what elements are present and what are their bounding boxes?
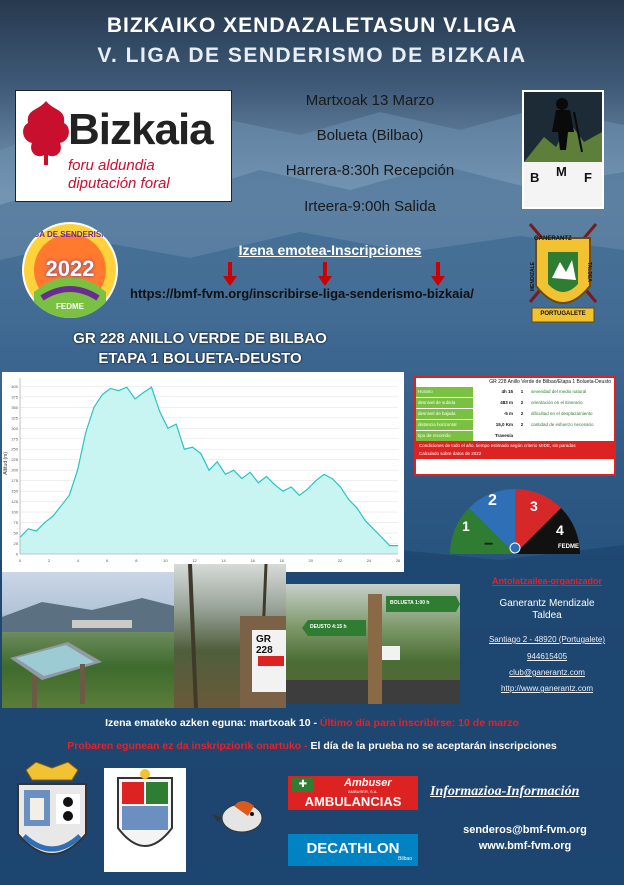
chart-x-tick: 18 — [279, 558, 284, 563]
decathlon-logo — [288, 834, 418, 866]
decathlon-text: DECATHLON — [306, 840, 400, 857]
shield-crest-icon — [10, 762, 94, 872]
chart-x-tick: 10 — [163, 558, 168, 563]
photo-viewpoint — [2, 572, 174, 708]
ganerantz-left: MENDIZALE — [530, 262, 536, 292]
bmf-letter-m: M — [556, 164, 567, 179]
mountaineer-icon — [524, 92, 602, 162]
mide-row — [416, 430, 614, 441]
mide-row-value: 483 m — [473, 398, 515, 408]
event-place: Bolueta (Bilbao) — [316, 127, 424, 144]
mide-row-rating: 1 — [515, 387, 529, 397]
ganerantz-top: GANERANTZ — [534, 236, 572, 242]
ambulancias-text: AMBULANCIAS — [304, 794, 402, 809]
ganerantz-logo — [528, 222, 598, 330]
photo-trail-sign — [174, 564, 286, 708]
chart-y-tick: 400 — [11, 383, 18, 389]
ambulancias-logo — [288, 776, 418, 810]
mide-table — [414, 376, 616, 476]
difficulty-gauge — [444, 478, 586, 558]
difficulty-brand: FEDME — [558, 544, 579, 550]
league-logo-year: 2022 — [45, 256, 95, 281]
mide-row — [416, 397, 614, 408]
bizkaia-wordmark: Bizkaia — [68, 105, 213, 154]
organizer-web[interactable]: http://www.ganerantz.com — [500, 684, 594, 693]
mide-row-text: cantidad de esfuerzo necesario — [529, 420, 614, 430]
chart-x-tick: 0 — [18, 558, 22, 563]
chart-x-tick: 12 — [192, 558, 197, 563]
chart-y-tick: 100 — [11, 509, 18, 515]
bizkaia-logo — [15, 90, 232, 202]
down-arrow-icon — [318, 262, 332, 286]
photo-signpost-art — [286, 584, 460, 704]
deadline-es: Último día para inscribirse: 10 de marzo — [319, 717, 519, 729]
league-logo-fedme: FEDME — [56, 302, 84, 311]
down-arrow-icon — [431, 262, 445, 286]
elevation-chart — [2, 372, 404, 572]
chart-y-tick: 75 — [13, 520, 18, 526]
league-logo-arc: LIGA DE SENDERISMO — [25, 230, 115, 239]
chart-x-tick: 22 — [337, 558, 343, 563]
ambuser-sub: AMBUSER, S.A. — [348, 789, 378, 794]
bmf-letter-b: B — [530, 170, 540, 185]
contact-title: Informazioa-Información — [430, 784, 580, 799]
mide-row-value: 4h 15 — [473, 387, 515, 397]
chart-y-tick: 300 — [11, 425, 18, 431]
bmf-logo — [522, 90, 604, 209]
chart-y-tick: 50 — [13, 530, 18, 536]
organizer-name-1: Ganerantz Mendizale — [499, 598, 595, 609]
chart-y-tick: 250 — [11, 446, 18, 452]
difficulty-level-3: 3 — [530, 498, 538, 514]
mide-row-value: 15,0 Km — [473, 420, 515, 430]
title-basque: BIZKAIKO XENDAZALETASUN V.LIGA — [106, 14, 518, 37]
municipal-shield-1 — [10, 762, 94, 872]
chart-y-tick: 350 — [11, 404, 18, 410]
chart-y-tick: 0 — [15, 551, 18, 557]
bmf-letter-f: F — [584, 170, 592, 185]
ganerantz-right: TALDEA — [586, 262, 592, 282]
mide-note-1: Condiciones de todo el año. tiempo estimado según criterio MIDE, sin paradas — [416, 441, 614, 450]
mide-row-label: desnivel de subida — [416, 398, 473, 408]
chart-y-tick: 200 — [11, 467, 18, 473]
inscription-title: Izena emotea-Inscripciones — [238, 242, 422, 258]
chart-x-tick: 16 — [250, 558, 255, 563]
ganerantz-bottom: PORTUGALETE — [540, 311, 586, 317]
sign-arrow-1: BOLUETA 1:00 h — [390, 600, 430, 606]
mide-row-rating: 2 — [515, 420, 529, 430]
mide-row-label: tipo de recorrido — [416, 431, 473, 441]
event-departure: Irteera-9:00h Salida — [304, 198, 436, 215]
route-title-2: ETAPA 1 BOLUETA-DEUSTO — [98, 350, 302, 367]
chart-y-tick: 150 — [11, 488, 18, 494]
down-arrow-icon — [223, 262, 237, 286]
no-registration-line — [0, 740, 624, 752]
oak-leaf-icon — [20, 97, 72, 167]
mide-note-2: Calculado sobre datos de 2022 — [416, 450, 614, 459]
chart-x-tick: 20 — [308, 558, 313, 563]
chart-y-tick: 225 — [11, 457, 18, 463]
mide-row-value: -5 m — [473, 409, 515, 419]
organizer-name-2: Taldea — [532, 610, 562, 621]
mide-row-text — [529, 431, 614, 441]
decathlon-sub: Bilbao — [398, 856, 412, 862]
mide-row-rating — [515, 431, 529, 441]
organizer-phone[interactable]: 944615405 — [526, 652, 568, 661]
no-registration-eu: Probaren egunean ez da inskripziorik onartuko - — [67, 740, 311, 752]
mide-rows — [416, 386, 614, 441]
mide-row — [416, 408, 614, 419]
difficulty-minus: − — [484, 536, 494, 553]
photo-viewpoint-art — [2, 572, 174, 708]
mide-row-text: dificultad en el desplazamiento — [529, 409, 614, 419]
chart-x-tick: 2 — [47, 558, 51, 563]
organizer-address: Santiago 2 - 48920 (Portugalete) — [488, 635, 606, 644]
chart-x-tick: 4 — [77, 558, 80, 563]
difficulty-level-2: 2 — [488, 492, 497, 509]
mide-row-label: distancia horizontal — [416, 420, 473, 430]
mide-row-text: severidad del medio natural — [529, 387, 614, 397]
inscription-link[interactable]: https://bmf-fvm.org/inscribirse-liga-senderismo-bizkaia/ — [130, 286, 474, 301]
photo-signpost — [286, 584, 460, 704]
chart-x-tick: 26 — [395, 558, 401, 563]
bird-logo — [212, 796, 268, 836]
mide-row — [416, 386, 614, 397]
event-date: Martxoak 13 Marzo — [305, 92, 435, 109]
mide-row-label: desnivel de bajada — [416, 409, 473, 419]
difficulty-level-1: 1 — [462, 518, 470, 534]
difficulty-plus: + — [536, 536, 546, 553]
chart-x-tick: 14 — [221, 558, 226, 563]
bird-icon — [212, 796, 268, 836]
bizkaia-sub-1: foru aldundia — [68, 157, 155, 174]
chart-ylabel: Altitud (m) — [3, 452, 9, 475]
organizer-label: Antolatzailea-organizador — [491, 576, 602, 586]
contact-email[interactable]: senderos@bmf-fvm.org — [463, 824, 587, 836]
chart-y-tick: 175 — [11, 478, 18, 484]
deadline-line — [0, 717, 624, 729]
chart-y-tick: 275 — [11, 436, 18, 442]
chart-y-tick: 325 — [11, 415, 18, 421]
difficulty-level-4: 4 — [556, 522, 564, 538]
ambuser-name: Ambuser — [344, 777, 392, 789]
mide-row-text: orientación en el itinerario — [529, 398, 614, 408]
bizkaia-sub-2: diputación foral — [68, 175, 170, 192]
contact-web[interactable]: www.bmf-fvm.org — [478, 840, 572, 852]
sign-gr-label: GR 228 — [256, 634, 273, 656]
chart-y-tick: 375 — [11, 394, 18, 400]
chart-x-tick: 24 — [366, 558, 372, 563]
shield-crest-icon — [104, 768, 186, 872]
chart-x-tick: 6 — [106, 558, 109, 563]
chart-y-tick: 25 — [13, 541, 18, 547]
mide-row-label: Horario — [416, 387, 473, 397]
deadline-eu: Izena emateko azken eguna: martxoak 10 - — [105, 717, 320, 729]
mide-row-rating: 2 — [515, 398, 529, 408]
mide-row — [416, 419, 614, 430]
sign-arrow-2: DEUSTO 4:15 h — [310, 624, 347, 630]
mide-row-value: Travesía — [473, 431, 515, 441]
municipal-shield-2 — [104, 768, 186, 872]
title-spanish: V. LIGA DE SENDERISMO DE BIZKAIA — [97, 44, 527, 67]
organizer-email[interactable]: club@ganerantz.com — [509, 668, 585, 677]
league-2022-logo — [22, 222, 118, 318]
elevation-chart-svg — [2, 372, 404, 572]
mide-row-rating: 2 — [515, 409, 529, 419]
ambulance-cross-icon: ✚ — [292, 778, 314, 792]
event-reception: Harrera-8:30h Recepción — [285, 162, 455, 179]
chart-x-tick: 8 — [135, 558, 138, 563]
no-registration-es: El día de la prueba no se aceptarán inscripciones — [310, 740, 557, 752]
route-title-1: GR 228 ANILLO VERDE DE BILBAO — [73, 330, 327, 347]
chart-y-tick: 125 — [11, 499, 18, 505]
mide-table-title: GR 228 Anillo Verde de Bilbao/Etapa 1 Bolueta-Deusto — [416, 378, 614, 386]
